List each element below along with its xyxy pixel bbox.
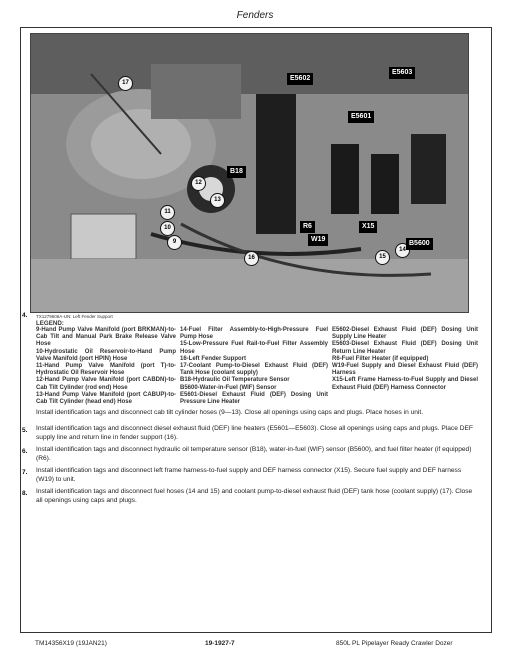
- right-margin-rule: [491, 28, 492, 632]
- footer-machine-name: 850L PL Pipelayer Ready Crawler Dozer: [336, 640, 453, 647]
- legend-item: B18-Hydraulic Oil Temperature Sensor: [180, 377, 290, 384]
- callout-11: 11: [160, 205, 175, 220]
- step-6-text: Install identification tags and disconnect hydraulic oil temperature sensor (B18), water-in-fuel (WIF) sensor (B5600), and fuel filter heater (if equipped) (R6).: [36, 446, 472, 462]
- legend-column-2: [180, 327, 328, 406]
- page-header-title: Fenders: [236, 10, 274, 21]
- legend-item: R6-Fuel Filter Heater (if equipped): [332, 355, 429, 362]
- legend-title: LEGEND:: [36, 320, 64, 327]
- legend-item: 12-Hand Pump Valve Manifold (port CABDN)-to-Cab Tilt Cylinder (rod end) Hose: [36, 377, 176, 391]
- tag-b5600: B5600: [406, 238, 433, 250]
- legend: [36, 327, 478, 406]
- legend-column-3: [332, 327, 478, 406]
- callout-12: 12: [191, 176, 206, 191]
- callout-15: 15: [375, 250, 390, 265]
- legend-item: 15-Low-Pressure Fuel Rail-to-Fuel Filter Assembly Hose: [180, 341, 328, 355]
- tag-e5602: E5602: [287, 73, 313, 85]
- callout-14: 14: [395, 243, 410, 258]
- legend-item: E5603-Diesel Exhaust Fluid (DEF) Dosing Unit Return Line Heater: [332, 341, 478, 355]
- legend-item: 11-Hand Pump Valve Manifold (port T)-to-Hydrostatic Oil Reservoir Hose: [36, 363, 176, 377]
- legend-item: 16-Left Fender Support: [180, 355, 247, 362]
- step-4-text: Install identification tags and disconnect cab tilt cylinder hoses (9—13). Close all openings using caps and plugs. Place hoses in unit.: [36, 409, 424, 416]
- step-5-text: Install identification tags and disconnect diesel exhaust fluid (DEF) line heaters (E5601—E5603). Close all openings using caps and plugs. Place DEF supply line and return line in fender support (16).: [36, 425, 473, 441]
- footer-rule: [20, 632, 492, 633]
- tag-w19: W19: [308, 234, 328, 246]
- tag-b18: B18: [227, 166, 246, 178]
- tag-e5603: E5603: [389, 67, 415, 79]
- footer-doc-id: TM14356X19 (19JAN21): [35, 640, 107, 647]
- step-8-text: Install identification tags and disconnect fuel hoses (14 and 15) and coolant pump-to-diesel exhaust fluid (DEF) tank hose (coolant supply) (17). Close all openings using caps and plugs.: [36, 488, 473, 504]
- tag-x15: X15: [359, 221, 377, 233]
- left-margin-rule: [20, 28, 21, 632]
- legend-item: 14-Fuel Filter Assembly-to-High-Pressure Fuel Pump Hose: [180, 327, 328, 341]
- step-5-number: 5.: [22, 427, 28, 434]
- callout-13: 13: [210, 193, 225, 208]
- step-6-number: 6.: [22, 448, 28, 455]
- legend-item: E5602-Diesel Exhaust Fluid (DEF) Dosing Unit Supply Line Heater: [332, 327, 478, 341]
- callout-17: 17: [118, 76, 133, 91]
- legend-item: 17-Coolant Pump-to-Diesel Exhaust Fluid (DEF) Tank Hose (coolant supply): [180, 363, 328, 377]
- figure-caption: TX1279606A-UN: Left Fender Support: [36, 314, 113, 319]
- tag-e5601: E5601: [348, 111, 374, 123]
- tag-r6: R6: [300, 221, 315, 233]
- legend-item: X15-Left Frame Harness-to-Fuel Supply and Diesel Exhaust Fluid (DEF) Harness Connector: [332, 377, 478, 391]
- step-8-number: 8.: [22, 490, 28, 497]
- legend-item: W19-Fuel Supply and Diesel Exhaust Fluid (DEF) Harness: [332, 363, 478, 377]
- legend-item: E5601-Diesel Exhaust Fluid (DEF) Dosing Unit Pressure Line Heater: [180, 391, 328, 406]
- legend-item: B5600-Water-in-Fuel (WIF) Sensor: [180, 384, 277, 391]
- footer-page-number: 19-1927-7: [205, 640, 235, 647]
- legend-item: 10-Hydrostatic Oil Reservoir-to-Hand Pump Valve Manifold (port HPIN) Hose: [36, 348, 176, 362]
- callout-10: 10: [160, 221, 175, 236]
- legend-column-1: [36, 327, 176, 406]
- callout-9: 9: [167, 235, 182, 250]
- callout-16: 16: [244, 251, 259, 266]
- step-7-text: Install identification tags and disconnect left frame harness-to-fuel supply and DEF harness connector (X15). Secure fuel supply and DEF harness (W19) to unit.: [36, 467, 462, 483]
- legend-item: 9-Hand Pump Valve Manifold (port BRKMAN)-to-Cab Tilt and Manual Park Brake Release Valve Hose: [36, 327, 176, 348]
- step-4-number: 4.: [22, 312, 28, 319]
- legend-item: 13-Hand Pump Valve Manifold (port CABUP)-to-Cab Tilt Cylinder (head end) Hose: [36, 391, 176, 406]
- header-rule: [20, 27, 492, 28]
- step-7-number: 7.: [22, 469, 28, 476]
